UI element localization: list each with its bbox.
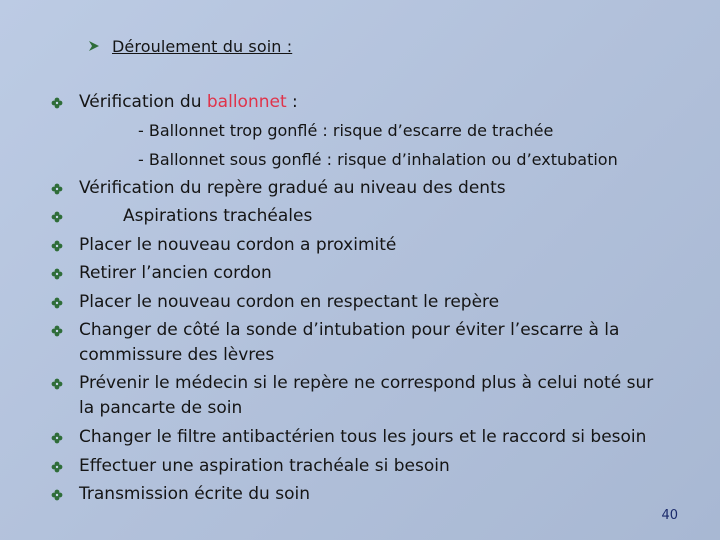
list-item: Changer le filtre antibactérien tous les jours et le raccord si besoin	[79, 427, 647, 447]
list-item: Transmission écrite du soin	[79, 484, 310, 504]
four-leaf-bullet-icon	[51, 211, 63, 223]
list-item-text: :	[286, 92, 298, 112]
list-item-continuation: la pancarte de soin	[79, 398, 243, 418]
four-leaf-bullet-icon	[51, 325, 63, 337]
list-item-ballonnet	[79, 92, 298, 112]
four-leaf-bullet-icon	[51, 461, 63, 473]
list-item: Vérification du repère gradué au niveau des dents	[79, 178, 506, 198]
four-leaf-bullet-icon	[51, 489, 63, 501]
list-item: Changer de côté la sonde d’intubation pour éviter l’escarre à la	[79, 320, 620, 340]
list-item-text: Vérification du	[79, 92, 207, 112]
four-leaf-bullet-icon	[51, 240, 63, 252]
list-item: Aspirations trachéales	[123, 206, 313, 226]
highlight-word: ballonnet	[206, 92, 287, 112]
four-leaf-bullet-icon	[51, 297, 63, 309]
list-item: Effectuer une aspiration trachéale si besoin	[79, 456, 450, 476]
four-leaf-bullet-icon	[51, 432, 63, 444]
four-leaf-bullet-icon	[51, 183, 63, 195]
four-leaf-bullet-icon	[51, 378, 63, 390]
four-leaf-bullet-icon	[51, 97, 63, 109]
four-leaf-bullet-icon	[51, 268, 63, 280]
list-item: Placer le nouveau cordon en respectant le repère	[79, 292, 500, 312]
page-number: 40	[661, 508, 678, 523]
list-item-continuation: commissure des lèvres	[79, 345, 275, 365]
sub-item: - Ballonnet sous gonflé : risque d’inhalation ou d’extubation	[138, 150, 618, 169]
slide-title: Déroulement du soin :	[112, 36, 293, 56]
list-item: Prévenir le médecin si le repère ne correspond plus à celui noté sur	[79, 373, 654, 393]
list-item: Placer le nouveau cordon a proximité	[79, 235, 397, 255]
sub-item: - Ballonnet trop gonflé : risque d’escarre de trachée	[138, 121, 554, 140]
list-item: Retirer l’ancien cordon	[79, 263, 272, 283]
